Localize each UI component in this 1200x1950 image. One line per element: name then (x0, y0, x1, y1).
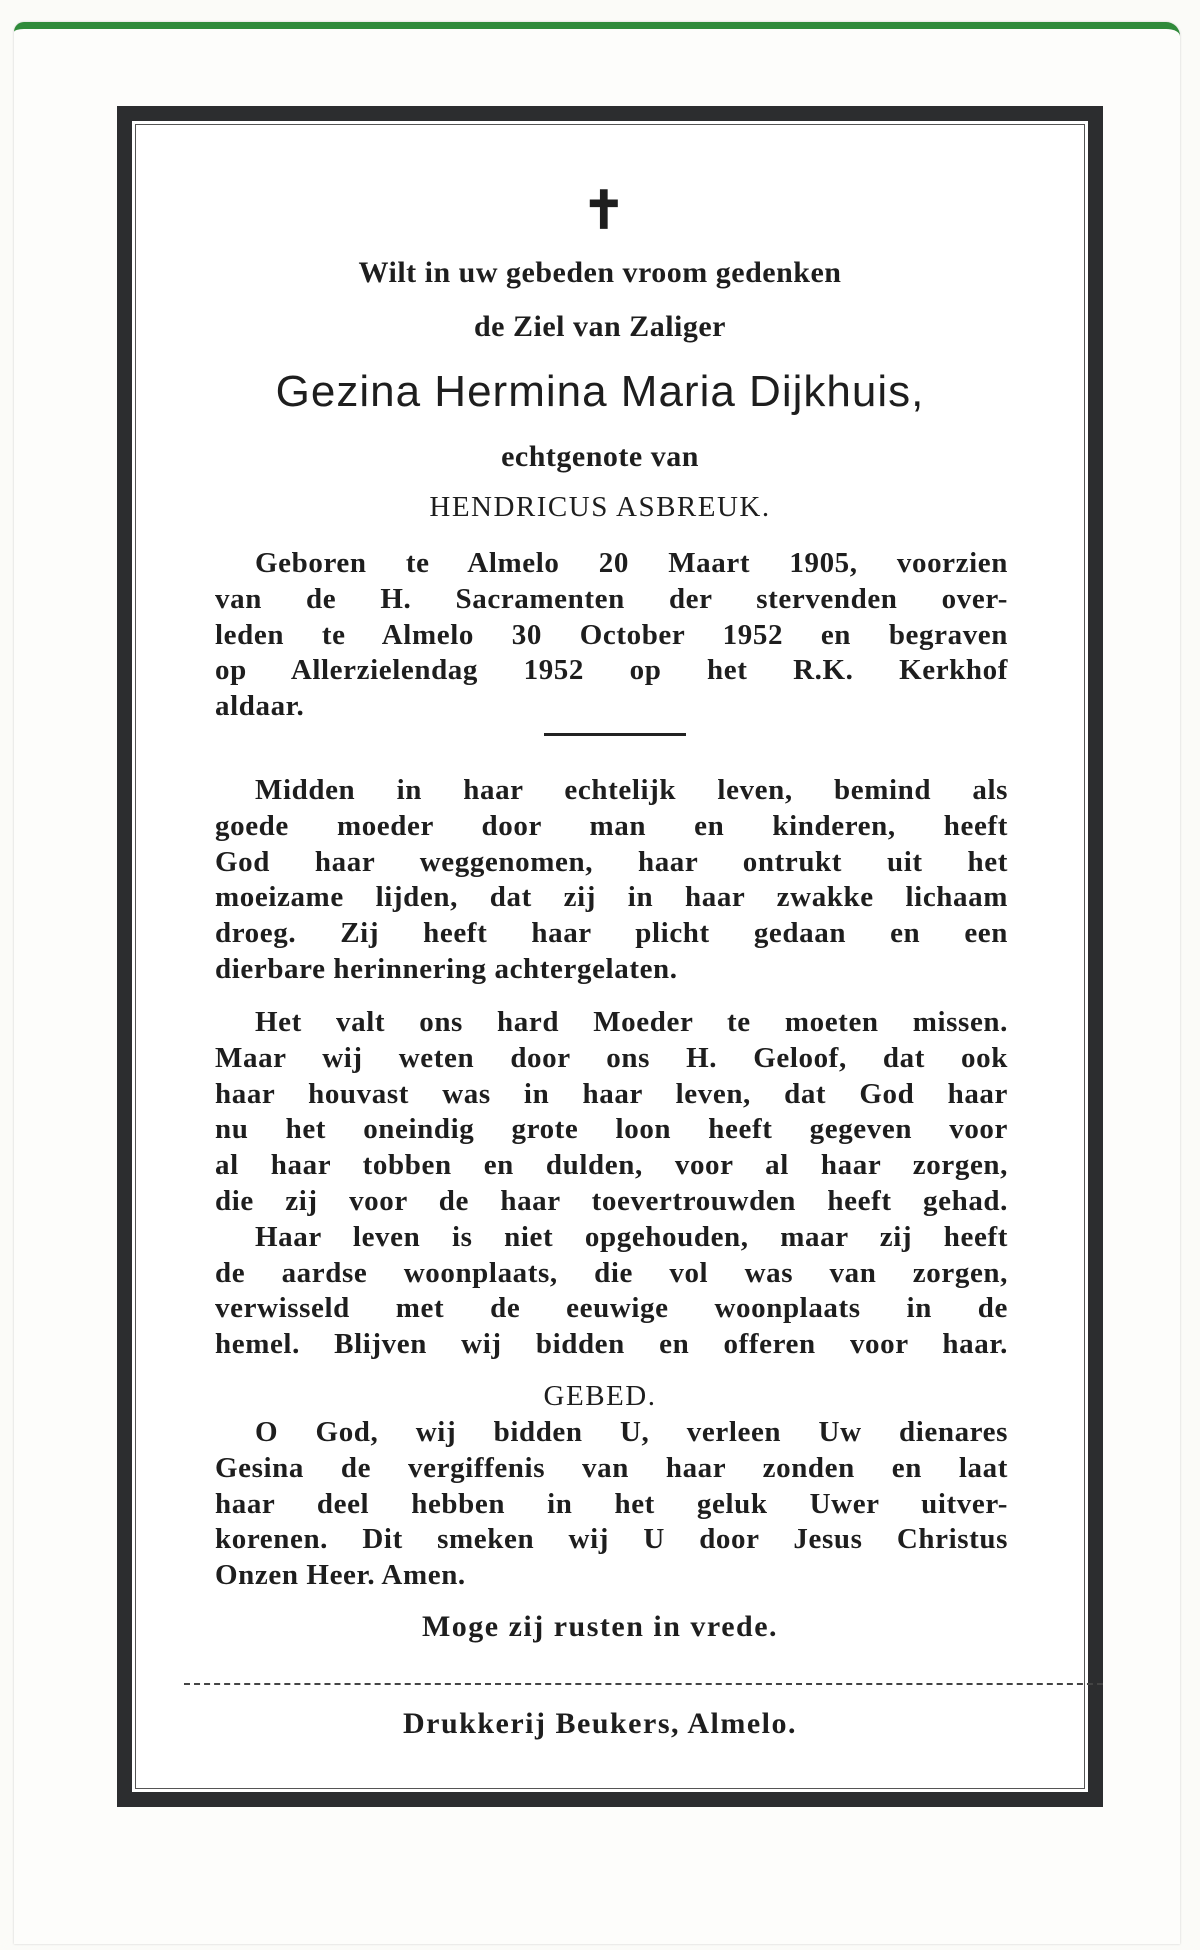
text-line: verwisseld met de eeuwige woonplaats in de (215, 1292, 1008, 1325)
text-line: nu het oneindig grote loon heeft gegeven voor (215, 1113, 1008, 1146)
prayer-paragraph (215, 1415, 1008, 1594)
text-line: Gesina de vergiffenis van haar zonden en laat (215, 1451, 1008, 1484)
text-line: moeizame lijden, dat zij in haar zwakke lichaam (215, 881, 1008, 914)
text-line: Midden in haar echtelijk leven, bemind als (255, 774, 1008, 806)
deceased-name: Gezina Hermina Maria Dijkhuis, (275, 367, 925, 416)
tribute-paragraph (215, 773, 1008, 988)
text-line: leden te Almelo 30 October 1952 en begraven (215, 618, 1008, 651)
text-line: van de H. Sacramenten der stervenden over- (215, 582, 1008, 615)
text-line: haar deel hebben in het geluk Uwer uitver- (215, 1487, 1008, 1520)
spouse-name: HENDRICUS ASBREUK. (429, 491, 771, 523)
text-line: dierbare herinnering achtergelaten. (215, 952, 678, 985)
closing-line: Moge zij rusten in vrede. (421, 1610, 779, 1643)
text-line: Haar leven is niet opgehouden, maar zij heeft (255, 1220, 1008, 1253)
text-line: Onzen Heer. Amen. (215, 1559, 466, 1592)
text-line: de aardse woonplaats, die vol was van zorgen, (215, 1256, 1008, 1289)
faith-paragraph (215, 1005, 1008, 1363)
text-line: hemel. Blijven wij bidden en offeren voor haar. (215, 1328, 1008, 1361)
separator-rule (544, 733, 686, 736)
text-line: Het valt ons hard Moeder te moeten missen. (255, 1006, 1008, 1038)
text-line: Geboren te Almelo 20 Maart 1905, voorzien (255, 547, 1008, 579)
printer-credit: Drukkerij Beukers, Almelo. (403, 1707, 797, 1740)
cross-icon: ✝ (582, 183, 626, 240)
text-line: aldaar. (215, 690, 305, 723)
text-line: O God, wij bidden U, verleen Uw dienares (255, 1416, 1008, 1448)
text-line: droeg. Zij heeft haar plicht gedaan en een (215, 917, 1008, 950)
text-line: die zij voor de haar toevertrouwden heeft gehad. (215, 1184, 1008, 1217)
dashed-rule (184, 1683, 1103, 1685)
text-line: God haar weggenomen, haar ontrukt uit het (215, 845, 1008, 878)
opening-line: Wilt in uw gebeden vroom gedenken (358, 256, 842, 289)
opening-line-2: de Ziel van Zaliger (474, 310, 726, 343)
text-line: Maar wij weten door ons H. Geloof, dat ook (215, 1041, 1008, 1074)
text-line: op Allerzielendag 1952 op het R.K. Kerkhof (215, 654, 1008, 687)
text-line: korenen. Dit smeken wij U door Jesus Christus (215, 1523, 1008, 1556)
prayer-title: GEBED. (543, 1380, 657, 1412)
biography-paragraph (215, 546, 1008, 725)
text-line: al haar tobben en dulden, voor al haar zorgen, (215, 1149, 1008, 1182)
text-line: goede moeder door man en kinderen, heeft (215, 809, 1008, 842)
spouse-intro: echtgenote van (501, 440, 699, 473)
text-line: haar houvast was in haar leven, dat God haar (215, 1077, 1008, 1110)
